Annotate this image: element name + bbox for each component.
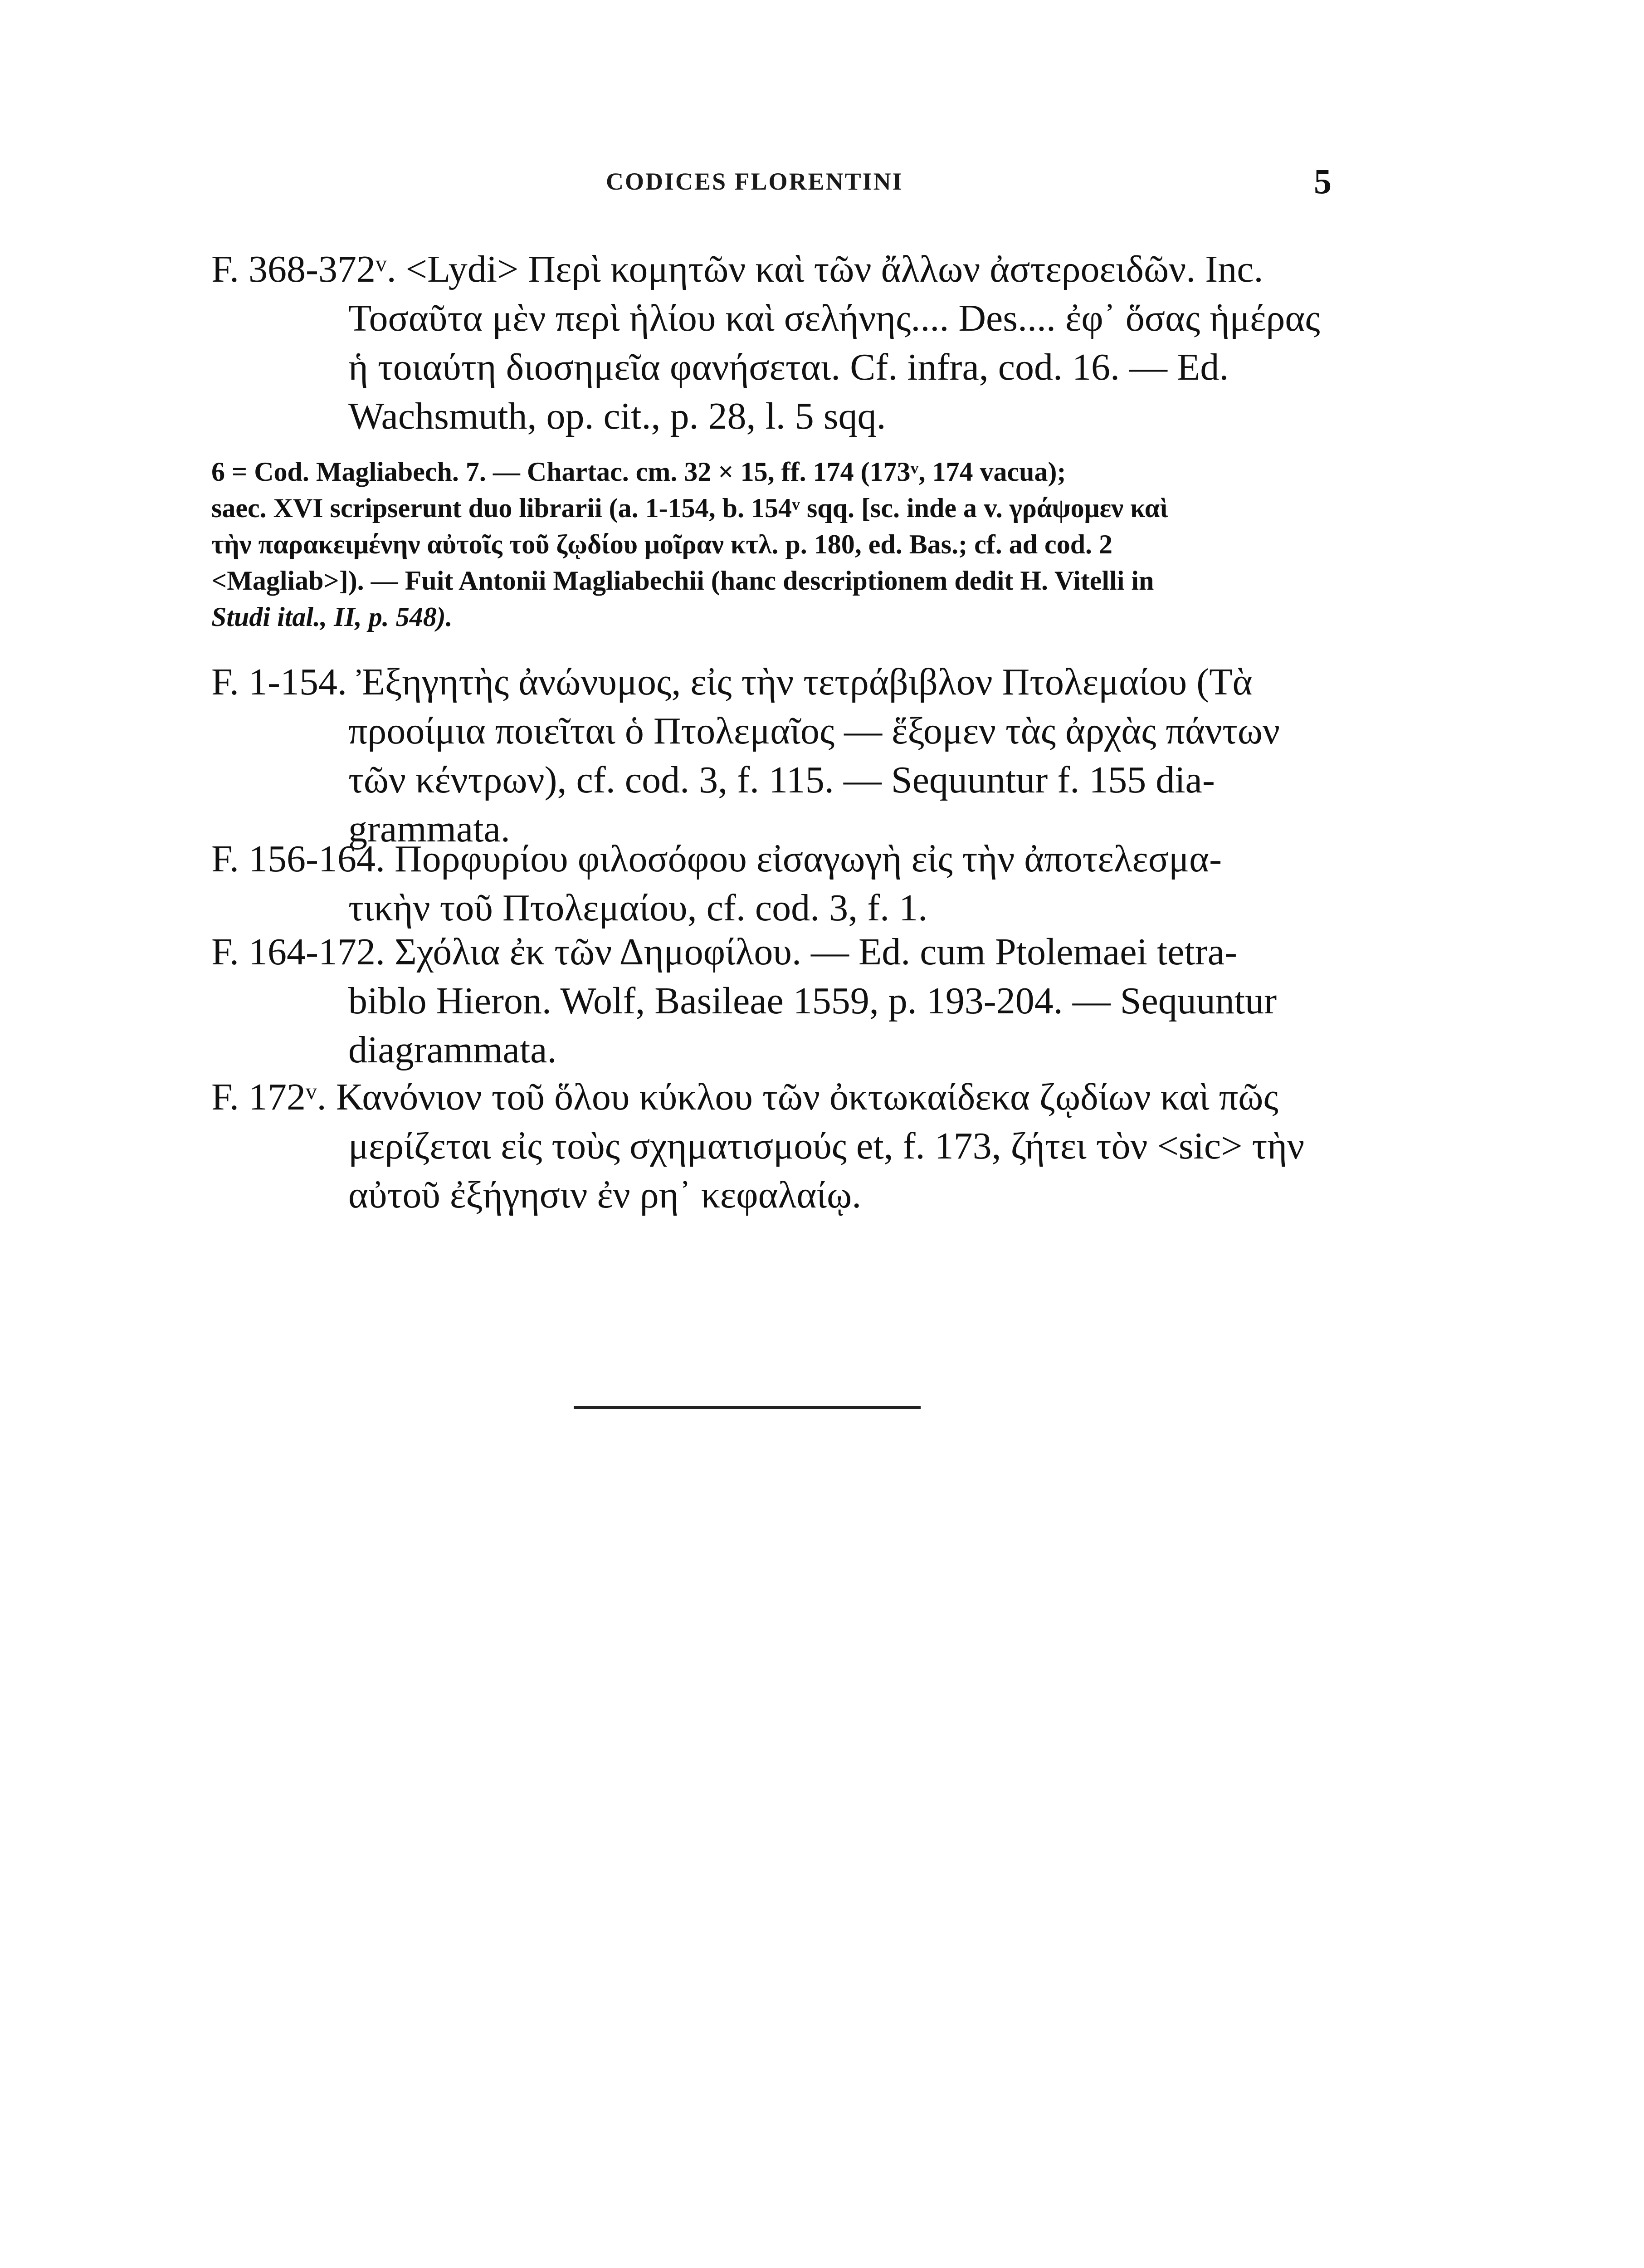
text-line: Wachsmuth, op. cit., p. 28, l. 5 sqq.: [348, 395, 886, 437]
paragraph: [211, 1073, 1332, 1220]
text-line: Τοσαῦτα μὲν περὶ ἡλίου καὶ σελήνης.... Des.... ἐφ᾽ ὅσας ἡμέρας: [348, 297, 1320, 339]
text-line: Studi ital., II, p. 548).: [211, 602, 453, 632]
text-line: ἡ τοιαύτη διοσημεῖα φανήσεται. Cf. infra, cod. 16. — Ed.: [348, 346, 1229, 388]
text-line: biblo Hieron. Wolf, Basileae 1559, p. 193-204. — Sequuntur: [348, 980, 1277, 1022]
text-line: <Magliab>]). — Fuit Antonii Magliabechii (hanc descriptionem dedit H. Vitelli in: [211, 566, 1154, 596]
text-line: saec. XVI scripserunt duo librarii (a. 1-154, b. 154ᵛ sqq. [sc. inde a v. γράψομεν καὶ: [211, 493, 1168, 523]
page-header: [211, 161, 1332, 211]
text-line: F. 368-372ᵛ. <Lydi> Περὶ κομητῶν καὶ τῶν ἄλλων ἀστεροειδῶν. Inc.: [211, 248, 1263, 290]
page-number: 5: [1314, 161, 1332, 201]
text-line: F. 1-154. Ἐξηγητὴς ἀνώνυμος, εἰς τὴν τετράβιβλον Πτολεμαίου (Τὰ: [211, 661, 1253, 703]
paragraph: [211, 658, 1332, 854]
paragraph: [211, 245, 1332, 441]
running-head: CODICES FLORENTINI: [606, 168, 903, 195]
text-line: τῶν κέντρων), cf. cod. 3, f. 115. — Sequuntur f. 155 dia-: [348, 759, 1215, 801]
entry-lydi: [211, 245, 1332, 441]
text-line: F. 156-164. Πορφυρίου φιλοσόφου εἰσαγωγὴ εἰς τὴν ἀποτελεσμα-: [211, 838, 1222, 880]
text-line: 6 = Cod. Magliabech. 7. — Chartac. cm. 32 × 15, ff. 174 (173ᵛ, 174 vacua);: [211, 457, 1066, 487]
entry-exegetes: [211, 658, 1332, 854]
text-line: προοίμια ποιεῖται ὁ Πτολεμαῖος — ἕξομεν τὰς ἀρχὰς πάντων: [348, 710, 1280, 752]
text-line: τικὴν τοῦ Πτολεμαίου, cf. cod. 3, f. 1.: [348, 887, 928, 929]
paragraph: [211, 928, 1332, 1075]
text-line: diagrammata.: [348, 1029, 557, 1071]
text-line: τὴν παρακειμένην αὐτοῖς τοῦ ζῳδίου μοῖραν κτλ. p. 180, ed. Bas.; cf. ad cod. 2: [211, 529, 1113, 559]
text-line: F. 172ᵛ. Κανόνιον τοῦ ὅλου κύκλου τῶν ὀκτωκαίδεκα ζῳδίων καὶ πῶς: [211, 1076, 1278, 1118]
entry-porphyry: [211, 835, 1332, 933]
paragraph: [211, 454, 1332, 635]
section-divider: [574, 1406, 921, 1409]
codex-description: [211, 454, 1332, 635]
text-line: grammata.: [348, 808, 510, 850]
text-line: F. 164-172. Σχόλια ἐκ τῶν Δημοφίλου. — Ed. cum Ptolemaei tetra-: [211, 931, 1238, 973]
text-line: μερίζεται εἰς τοὺς σχηματισμούς et, f. 173, ζήτει τὸν <sic> τὴν: [348, 1125, 1305, 1167]
entry-kanonion: [211, 1073, 1332, 1220]
entry-demophilus: [211, 928, 1332, 1075]
text-line: αὐτοῦ ἐξήγησιν ἐν ρη᾽ κεφαλαίῳ.: [348, 1174, 862, 1216]
paragraph: [211, 835, 1332, 933]
